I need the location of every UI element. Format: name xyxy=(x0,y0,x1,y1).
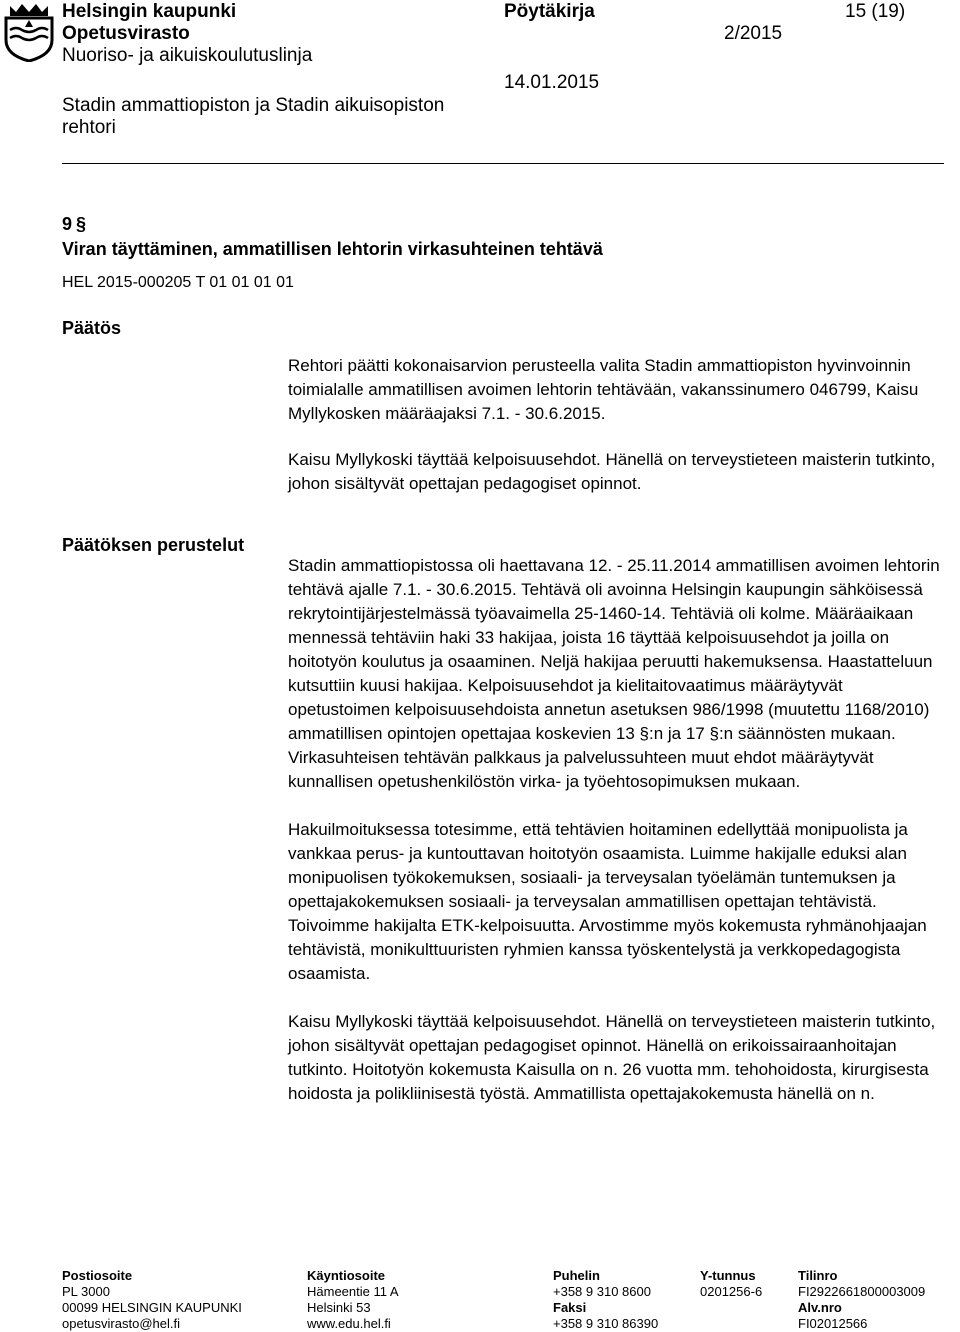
footer-fax-heading: Faksi xyxy=(553,1300,587,1315)
footer-postal-box: PL 3000 xyxy=(62,1284,110,1299)
footer-visit-street: Hämeentie 11 A xyxy=(307,1284,399,1299)
footer-fax-number: +358 9 310 86390 xyxy=(553,1316,659,1331)
footer-account xyxy=(798,1268,925,1332)
footer-vat-heading: Alv.nro xyxy=(798,1300,842,1315)
footer-account-number: FI2922661800003009 xyxy=(798,1284,926,1299)
qualification-paragraph: Kaisu Myllykoski täyttää kelpoisuusehdot. Hänellä on terveystieteen maisterin tutkinto, johon sisältyvät opettajan pedagogiset opinnot. xyxy=(288,450,936,493)
document-type: Pöytäkirja xyxy=(504,1,595,22)
footer-visit-heading: Käyntiosoite xyxy=(307,1268,386,1283)
decision-label: Päätös xyxy=(62,318,122,338)
org-name: Helsingin kaupunki xyxy=(62,1,237,22)
footer-phone xyxy=(553,1268,658,1332)
item-title: Viran täyttäminen, ammatillisen lehtorin virkasuhteinen tehtävä xyxy=(62,239,603,259)
footer-phone-heading: Puhelin xyxy=(553,1268,600,1283)
footer-business-id-heading: Y-tunnus xyxy=(700,1268,756,1283)
role-line-1: Stadin ammattiopiston ja Stadin aikuisopiston xyxy=(62,95,445,116)
footer-vat-number: FI02012566 xyxy=(798,1316,868,1331)
meeting-date: 14.01.2015 xyxy=(504,72,600,93)
decision-paragraph: Rehtori päätti kokonaisarvion perusteella valita Stadin ammattiopiston hyvinvoinnin toimialalle ammatillisen avoimen lehtorin tehtävään, vakanssinumero 046799, Kaisu Myllykosken määräajaksi 7.1. - 30.6.2015. xyxy=(288,356,919,423)
footer-postal-city: 00099 HELSINGIN KAUPUNKI xyxy=(62,1300,242,1315)
decision-body xyxy=(288,354,948,1124)
footer-postal xyxy=(62,1268,242,1332)
footer-business-id-value: 0201256-6 xyxy=(700,1284,763,1299)
footer-visit-city: Helsinki 53 xyxy=(307,1300,371,1315)
item-number-section xyxy=(62,213,86,235)
unit-name: Nuoriso- ja aikuiskoulutuslinja xyxy=(62,45,313,66)
candidate-paragraph: Kaisu Myllykoski täyttää kelpoisuusehdot. Hänellä on terveystieteen maisterin tutkinto, johon sisältyvät opettajan pedagogiset opinnot. Hänellä on erikoissairaanhoitajan tutkinto. Hoitotyön kokemusta Kaisulla on n. 26 vuotta mm. tehohoidosta, kirurgisesta hoidosta ja polikliinisestä työstä. Ammatillista opettajakokemusta hänellä on n. xyxy=(288,1012,936,1103)
application-paragraph: Stadin ammattiopistossa oli haettavana 12. - 25.11.2014 ammatillisen avoimen lehtorin tehtävä ajalle 7.1. - 30.6.2015. Tehtävä oli avoinna Helsingin kaupungin sähköisessä rekrytointijärjestelmässä työavaimella 25-1460-14. Tehtäviä oli kolme. Määräaikaan mennessä tehtäviin haki 33 hakijaa, joista 16 täyttää kelpoisuusehdot ja joilla on hoitotyön koulutus ja osaaminen. Neljä hakijaa peruutti hakemuksensa. Haastatteluun kutsuttiin kuusi hakijaa. Kelpoisuusehdot ja kielitaitovaatimus määräytyvät opetustoimen kelpoisuusehdoista annetun asetuksen 986/1998 (muutettu 1168/2010) ammatillisen opintojen opettajaa koskevien 13 §:n ja 17 §:n säännösten mukaan. Virkasuhteisen tehtävän palkkaus ja palvelussuhteen muut ehdot määräytyvät kunnallisen opetushenkilöstön virka- ja työehtosopimuksen mukaan. xyxy=(288,556,940,791)
reasons-label: Päätöksen perustelut xyxy=(62,535,245,555)
case-id: HEL 2015-000205 T 01 01 01 01 xyxy=(62,274,294,291)
footer-account-heading: Tilinro xyxy=(798,1268,838,1283)
footer-website: www.edu.hel.fi xyxy=(307,1316,391,1331)
footer-phone-number: +358 9 310 8600 xyxy=(553,1284,651,1299)
footer-business-id xyxy=(700,1268,762,1300)
document-number: 2/2015 xyxy=(724,23,783,44)
footer-visit xyxy=(307,1268,399,1332)
department-name: Opetusvirasto xyxy=(62,23,190,44)
footer-email: opetusvirasto@hel.fi xyxy=(62,1316,180,1331)
role-line-2: rehtori xyxy=(62,117,116,138)
helsinki-crest-logo xyxy=(0,0,58,62)
item-number: 9 xyxy=(62,214,73,234)
section-sign-icon: § xyxy=(76,214,87,234)
requirements-paragraph: Hakuilmoituksessa totesimme, että tehtävien hoitaminen edellyttää monipuolista ja vankkaa perus- ja kuntouttavan hoitotyön osaamista. Luimme hakijalle eduksi alan monipuolisen työkokemuksen, sosiaali- ja terveysalan työelämän tuntemuksen ja opettajakokemuksen sosiaali- ja terveysalan ammatillisen opettajan tehtävistä. Toivoimme hakijalta ETK-kelpoisuutta. Arvostimme myös kokemusta ryhmänohjaajan tehtävistä, monikulttuuristen ryhmien kanssa työskentelystä ja verkkopedagogista osaamista. xyxy=(288,820,927,983)
page-number: 15 (19) xyxy=(845,1,906,22)
header-divider xyxy=(62,163,944,164)
footer-postal-heading: Postiosoite xyxy=(62,1268,133,1283)
